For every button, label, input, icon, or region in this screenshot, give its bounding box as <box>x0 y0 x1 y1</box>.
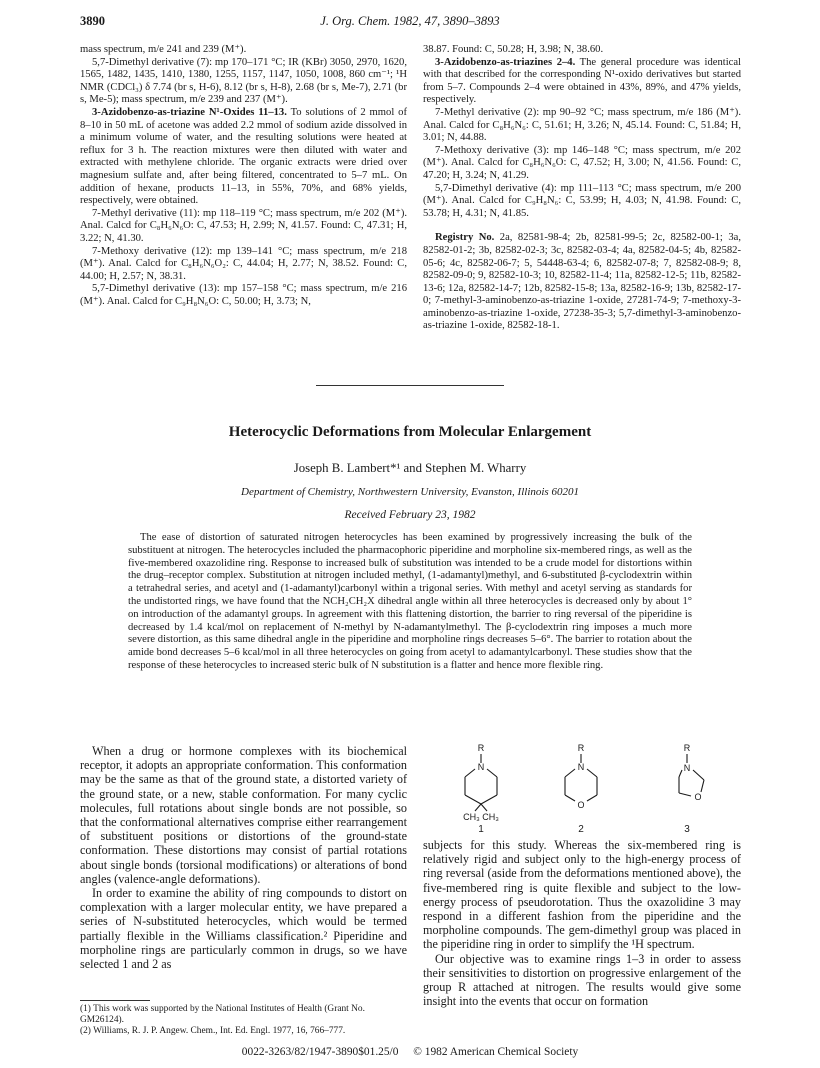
oxygen-label: O <box>577 800 585 810</box>
page-number: 3890 <box>80 14 105 28</box>
compound-number: 1 <box>478 824 484 834</box>
registry-text: 2a, 82581-98-4; 2b, 82581-99-5; 2c, 82582-00-1; 3a, 82582-01-2; 3b, 82582-02-3; 3c, 82582-03-4; 4a, 82582-04-5; 4b, 82582-05-6; 4c, 82582-06-7; 5, 54448-63-4; 6, 82582-07-8; 7, 82582-08-9; 8, 82582-09-0; 9, 82582-10-3; 10, 82582-11-4; 11a, 82582-12-5; 11b, 82582-13-6; 12a, 82582-14-7; 12b, 82582-15-8; 13a, 82582-16-9; 13b, 82582-17-0; 7-methyl-3-aminobenzo-as-triazine 1-oxide, 27281-74-9; 7-methoxy-3-aminobenzo-as-triazine 1-oxide, 27238-35-3; 5,7-dimethyl-3-aminobenzo-as-triazine 1-oxide, 82582-18-1. <box>423 232 741 332</box>
compound-number: 2 <box>578 824 584 834</box>
body-column-right <box>423 838 741 1008</box>
paragraph <box>80 107 407 208</box>
section-heading: 3-Azidobenzo-as-triazine N¹-Oxides 11–13. <box>92 106 287 118</box>
nitrogen-label: N <box>577 762 585 772</box>
article-title: Heterocyclic Deformations from Molecular Enlargement <box>228 424 592 440</box>
footnotes <box>80 1004 407 1037</box>
registry-heading: Registry No. <box>435 232 495 244</box>
running-header <box>80 14 740 30</box>
experimental-column-right <box>423 44 741 333</box>
structures-drawing <box>423 744 741 834</box>
nitrogen-label: N <box>477 762 485 772</box>
abstract <box>128 532 692 673</box>
paragraph: mass spectrum, m/e 241 and 239 (M⁺). <box>80 44 247 55</box>
footnote-divider <box>80 1000 150 1001</box>
paragraph: Our objective was to examine rings 1–3 in order to assess their sensitivities to distortion on progressive enlargement of the group R attached at nitrogen. The results would give some insight into the events that occur on formation <box>423 951 741 1009</box>
body-column-left <box>80 744 407 971</box>
article-code: 0022-3263/82/1947-3890$01.25/0 <box>241 1046 399 1058</box>
compound-number: 3 <box>684 824 690 834</box>
paragraph: When a drug or hormone complexes with its biochemical receptor, it adopts an appropriate conformation. This conformation may be the same as that of the ground state, a distorted variety of the ground state, or a new, stable conformation. For many cyclic molecules, full rotations about single bonds are not possible, so that the conformational alternatives comprise either rearrangement of substituent positions or distortions of the ground-state conformation. These distortions may consist of partial rotations about single bonds (torsional modifications) or alterations of bond angles (valence-angle deformations). <box>80 744 407 886</box>
paragraph: 7-Methoxy derivative (3): mp 146–148 °C; mass spectrum, m/e 202 (M⁺). Anal. Calcd for C₈H₆N₆O: C, 47.52; H, 3.00; N, 41.56. Found: C, 47.20; H, 3.24; N, 41.29. <box>423 144 741 181</box>
chemical-structures-figure <box>423 744 741 834</box>
nitrogen-label: N <box>683 763 691 773</box>
section-heading: 3-Azidobenzo-as-triazines 2–4. <box>435 56 576 68</box>
paragraph: 5,7-Dimethyl derivative (13): mp 157–158 °C; mass spectrum, m/e 216 (M⁺). Anal. Calcd for C₉H₈N₆O: C, 50.00; H, 3.73; N, <box>80 283 407 307</box>
received-date: Received February 23, 1982 <box>344 509 476 521</box>
substituent-r-label: R <box>683 744 691 753</box>
gem-dimethyl-label: CH₃ CH₃ <box>463 812 499 822</box>
paragraph: In order to examine the ability of ring compounds to distort on complexation with a larger molecular entity, we have prepared a series of N-substituted heterocycles, which would be termed partially flexible in the Williams classification.² Piperidine and morpholine rings are particularly common in drugs, so we have selected 1 and 2 as <box>80 886 407 972</box>
footnote: (1) This work was supported by the National Institutes of Health (Grant No. GM26124). <box>80 1004 365 1025</box>
footnote: (2) Williams, R. J. P. Angew. Chem., Int. Ed. Engl. 1977, 16, 766–777. <box>80 1026 346 1036</box>
oxygen-label: O <box>694 792 702 802</box>
paragraph <box>423 57 741 107</box>
substituent-r-label: R <box>477 744 485 753</box>
paragraph: 7-Methyl derivative (2): mp 90–92 °C; mass spectrum, m/e 186 (M⁺). Anal. Calcd for C₈H₆N₆: C, 51.61; H, 3.26; N, 45.14. Found: C, 51.84; H, 3.01; N, 44.88. <box>423 106 741 144</box>
section-divider <box>316 385 504 386</box>
experimental-column-left <box>80 44 407 308</box>
article-authors: Joseph B. Lambert*¹ and Stephen M. Wharry <box>293 461 527 475</box>
abstract-text: The ease of distortion of saturated nitrogen heterocycles has been examined by progressively increasing the bulk of the substituent at nitrogen. The heterocycles included the pharmacophoric piperidine and morpholine six-membered rings, as well as the five-membered oxazolidine ring. Response to increased bulk of substitution was intended to be a crude model for distortions within the drug–receptor complex. Substitution at nitrogen included methyl, (1-adamantyl)methyl, and 6-substituted β-cyclodextrin within a tetrahedral series, and acetyl and (1-adamantyl)carbonyl within a trigonal series. With methyl and acetyl serving as standards for the undistorted rings, we have found that the NCH₂CH₂X dihedral angle within all three heterocycles is decreased only by about 1° on introduction of the adamantyl groups. In agreement with this flattening distortion, the barrier to ring reversal of the piperidine is decreased by 1.4 kcal/mol on replacement of N-methyl by N-adamantylmethyl. The β-cyclodextrin ring imposes a much more severe distortion, as this same dihedral angle in the piperidine and morpholine rings decreases 5–6°. The barrier to rotation about the amide bond decreases 5–6 kcal/mol in all three heterocycles on going from acetyl to adamantylcarbonyl. These studies show that the response of these heterocycles to increased steric bulk of N substitution is a flatter and hence more flexible ring. <box>128 532 692 671</box>
paragraph: 7-Methyl derivative (11): mp 118–119 °C; mass spectrum, m/e 202 (M⁺). Anal. Calcd for C₈H₆N₆O: C, 47.53; H, 2.99; N, 41.57. Found: C, 47.31; H, 3.22; N, 41.30. <box>80 207 407 244</box>
paragraph: 5,7-Dimethyl derivative (7): mp 170–171 °C; IR (KBr) 3050, 2970, 1620, 1565, 1482, 1435, 1410, 1380, 1255, 1157, 1147, 1050, 1008, 860 cm⁻¹; ¹H NMR (CDCl₃) δ 7.74 (br s, H-6), 8.12 (br s, H-8), 2.68 (br s, Me-7), 2.71 (br s, Me-5); mass spectrum, m/e 239 and 237 (M⁺). <box>80 56 407 106</box>
paragraph: 5,7-Dimethyl derivative (4): mp 111–113 °C; mass spectrum, m/e 200 (M⁺). Anal. Calcd for C₉H₈N₆: C, 53.99; H, 4.03; N, 41.98. Found: C, 53.78; H, 4.31; N, 41.85. <box>423 182 741 219</box>
paragraph-text: To solutions of 2 mmol of 8–10 in 50 mL of acetone was added 2.2 mmol of sodium azide dissolved in a minimum volume of water, and the resulting solutions were heated at reflux for 3 h. The reaction mixtures were then diluted with water and extracted with methylene chloride. The organic extracts were dried over magnesium sulfate and, after being filtered, concentrated to 5–7 mL. On addition of hexane, products 11–13, in 55%, 70%, and 68% yields, respectively, were obtained. <box>80 106 407 207</box>
registry-numbers <box>423 232 741 333</box>
substituent-r-label: R <box>577 744 585 753</box>
copyright-notice: © 1982 American Chemical Society <box>413 1046 579 1058</box>
paragraph: subjects for this study. Whereas the six-membered ring is relatively rigid and subject only to the high-energy process of ring reversal (aside from the deformations mentioned above), the five-membered ring is quite flexible and subject to the low-energy process of pseudorotation. Thus the oxazolidine 3 may respond in a different fashion from the piperidine and the morpholine compounds. The gem-dimethyl group was placed in the piperidine ring in order to simplify the ¹H spectrum. <box>423 838 741 952</box>
author-affiliation: Department of Chemistry, Northwestern University, Evanston, Illinois 60201 <box>241 486 579 498</box>
paragraph: 7-Methoxy derivative (12): mp 139–141 °C; mass spectrum, m/e 218 (M⁺). Anal. Calcd for C₈H₆N₆O₂: C, 44.04; H, 2.77; N, 38.52. Found: C, 44.00; H, 2.57; N, 38.31. <box>80 245 407 282</box>
journal-citation: J. Org. Chem. 1982, 47, 3890–3893 <box>320 14 500 28</box>
paragraph-text: The general procedure was identical with that described for the corresponding N¹-oxido derivatives but started from 5–7. Compounds 2–4 were obtained in 43%, 89%, and 47% yields, respectively. <box>423 56 741 106</box>
paragraph: 38.87. Found: C, 50.28; H, 3.98; N, 38.60. <box>423 44 604 55</box>
page-footer <box>80 1046 740 1058</box>
